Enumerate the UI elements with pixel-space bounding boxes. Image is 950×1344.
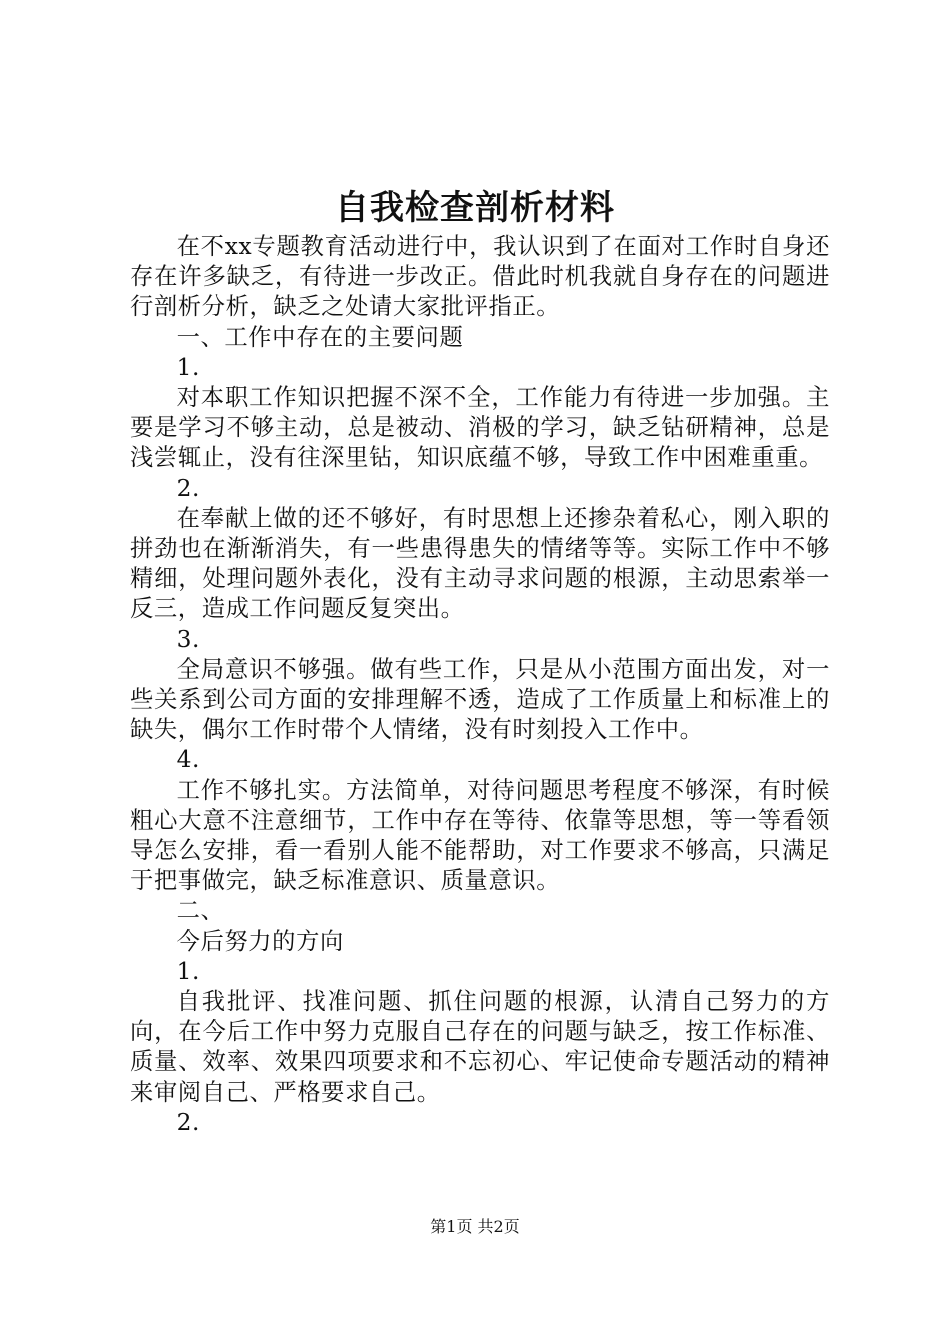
document-body [130, 232, 830, 1138]
item-number: 2. [176, 474, 201, 502]
section-heading-problems: 一、工作中存在的主要问题 [176, 323, 464, 351]
item-number: 1. [176, 353, 201, 381]
problem-paragraph: 对本职工作知识把握不深不全，工作能力有待进一步加强。主要是学习不够主动，总是被动、消极的学习，缺乏钻研精神，总是浅尝辄止，没有往深里钻，知识底蕴不够，导致工作中困难重重。 [130, 384, 830, 472]
document-title: 自我检查剖析材料 [335, 188, 615, 228]
section-number: 二、 [176, 897, 225, 925]
intro-paragraph: 在不xx专题教育活动进行中，我认识到了在面对工作时自身还存在许多缺乏，有待进一步改正。借此时机我就自身存在的问题进行剖析分析，缺乏之处请大家批评指正。 [130, 233, 830, 321]
direction-paragraph: 自我批评、找准问题、抓住问题的根源，认清自己努力的方向，在今后工作中努力克服自己存在的问题与缺乏，按工作标准、质量、效率、效果四项要求和不忘初心、牢记使命专题活动的精神来审阅自己、严格要求自己。 [130, 988, 830, 1106]
section-heading-direction: 今后努力的方向 [176, 927, 344, 955]
item-number: 1. [176, 957, 201, 985]
item-number: 3. [176, 625, 201, 653]
item-number: 4. [176, 746, 201, 774]
item-number: 2. [176, 1108, 201, 1136]
problem-paragraph: 工作不够扎实。方法简单，对待问题思考程度不够深，有时候粗心大意不注意细节，工作中存在等待、依靠等思想，等一等看领导怎么安排，看一看别人能不能帮助，对工作要求不够高，只满足于把事做完，缺乏标准意识、质量意识。 [130, 776, 830, 895]
page-footer: 第1页 共2页 [430, 1217, 520, 1236]
problem-paragraph: 在奉献上做的还不够好，有时思想上还掺杂着私心，刚入职的拼劲也在渐渐消失，有一些患得患失的情绪等等。实际工作中不够精细，处理问题外表化，没有主动寻求问题的根源，主动思索举一反三，造成工作问题反复突出。 [130, 504, 830, 623]
problem-paragraph: 全局意识不够强。做有些工作，只是从小范围方面出发，对一些关系到公司方面的安排理解不透，造成了工作质量上和标准上的缺失，偶尔工作时带个人情绪，没有时刻投入工作中。 [130, 655, 830, 744]
